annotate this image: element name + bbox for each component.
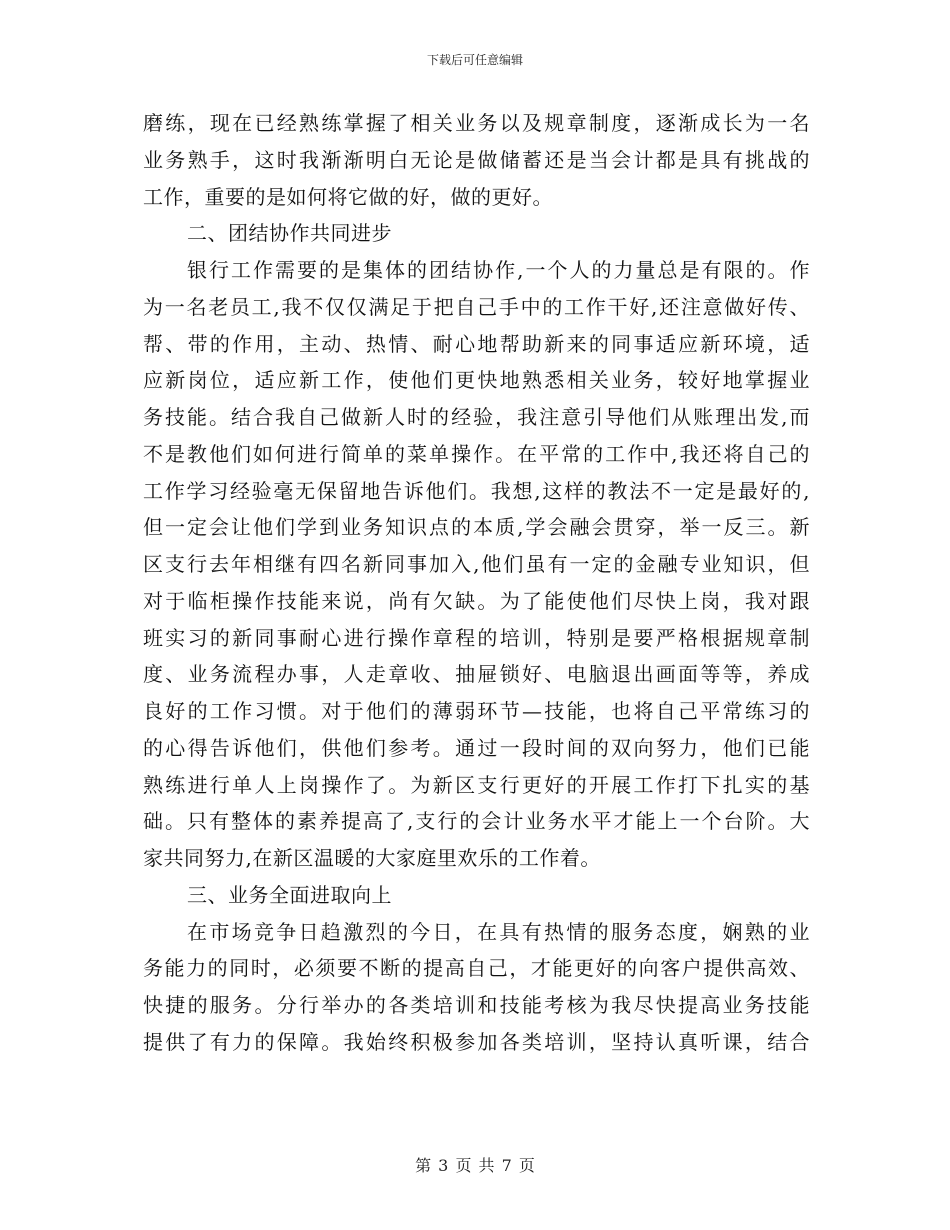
text-line: 帮、带的作用，主动、热情、耐心地帮助新来的同事适应新环境，适: [143, 331, 810, 356]
text-line: 磨练，现在已经熟练掌握了相关业务以及规章制度，逐渐成长为一名: [143, 111, 810, 135]
text-line: 度、业务流程办事，人走章收、抽屉锁好、电脑退出画面等等，养成: [143, 662, 810, 687]
text-line: 良好的工作习惯。对于他们的薄弱环节—技能，也将自己平常练习的: [143, 699, 810, 723]
section-heading-3: 三、业务全面进取向上: [187, 882, 392, 907]
text-line: 熟练进行单人上岗操作了。为新区支行更好的开展工作打下扎实的基: [143, 772, 810, 797]
text-line: 为一名老员工,我不仅仅满足于把自己手中的工作干好,还注意做好传、: [143, 294, 810, 319]
text-line: 家共同努力,在新区温暖的大家庭里欢乐的工作着。: [143, 846, 601, 870]
text-line: 务能力的同时，必须要不断的提高自己，才能更好的向客户提供高效、: [143, 956, 810, 981]
text-line: 务技能。结合我自己做新人时的经验，我注意引导他们从账理出发,而: [143, 405, 810, 429]
text-line: 提供了有力的保障。我始终积极参加各类培训，坚持认真听课，结合: [143, 1029, 810, 1054]
paragraph-start: 银行工作需要的是集体的团结协作,一个人的力量总是有限的。作: [187, 258, 810, 282]
text-line: 业务熟手，这时我渐渐明白无论是做储蓄还是当会计都是具有挑战的: [143, 147, 810, 172]
text-line: 区支行去年相继有四名新同事加入,他们虽有一定的金融专业知识，但: [143, 552, 810, 576]
text-line: 工作学习经验毫无保留地告诉他们。我想,这样的教法不一定是最好的,: [143, 478, 810, 503]
document-body: [143, 105, 810, 1061]
text-line: 不是教他们如何进行简单的菜单操作。在平常的工作中,我还将自己的: [143, 441, 810, 466]
text-line: 工作，重要的是如何将它做的好，做的更好。: [143, 184, 553, 209]
text-line: 础。只有整体的素养提高了,支行的会计业务水平才能上一个台阶。大: [143, 809, 810, 834]
text-line: 对于临柜操作技能来说，尚有欠缺。为了能使他们尽快上岗，我对跟: [143, 588, 810, 613]
text-line: 但一定会让他们学到业务知识点的本质,学会融会贯穿，举一反三。新: [143, 515, 810, 540]
text-line: 快捷的服务。分行举办的各类培训和技能考核为我尽快提高业务技能: [143, 993, 810, 1017]
paragraph-start: 在市场竞争日趋激烈的今日，在具有热情的服务态度，娴熟的业: [187, 919, 810, 944]
page-number: 第 3 页 共 7 页: [415, 1156, 535, 1175]
section-heading-2: 二、团结协作共同进步: [187, 221, 392, 246]
text-line: 班实习的新同事耐心进行操作章程的培训，特别是要严格根据规章制: [143, 625, 810, 650]
text-line: 应新岗位，适应新工作，使他们更快地熟悉相关业务，较好地掌握业: [143, 368, 810, 393]
page-header: 下载后可任意编辑: [426, 53, 523, 67]
text-line: 的心得告诉他们，供他们参考。通过一段时间的双向努力，他们已能: [143, 735, 810, 760]
